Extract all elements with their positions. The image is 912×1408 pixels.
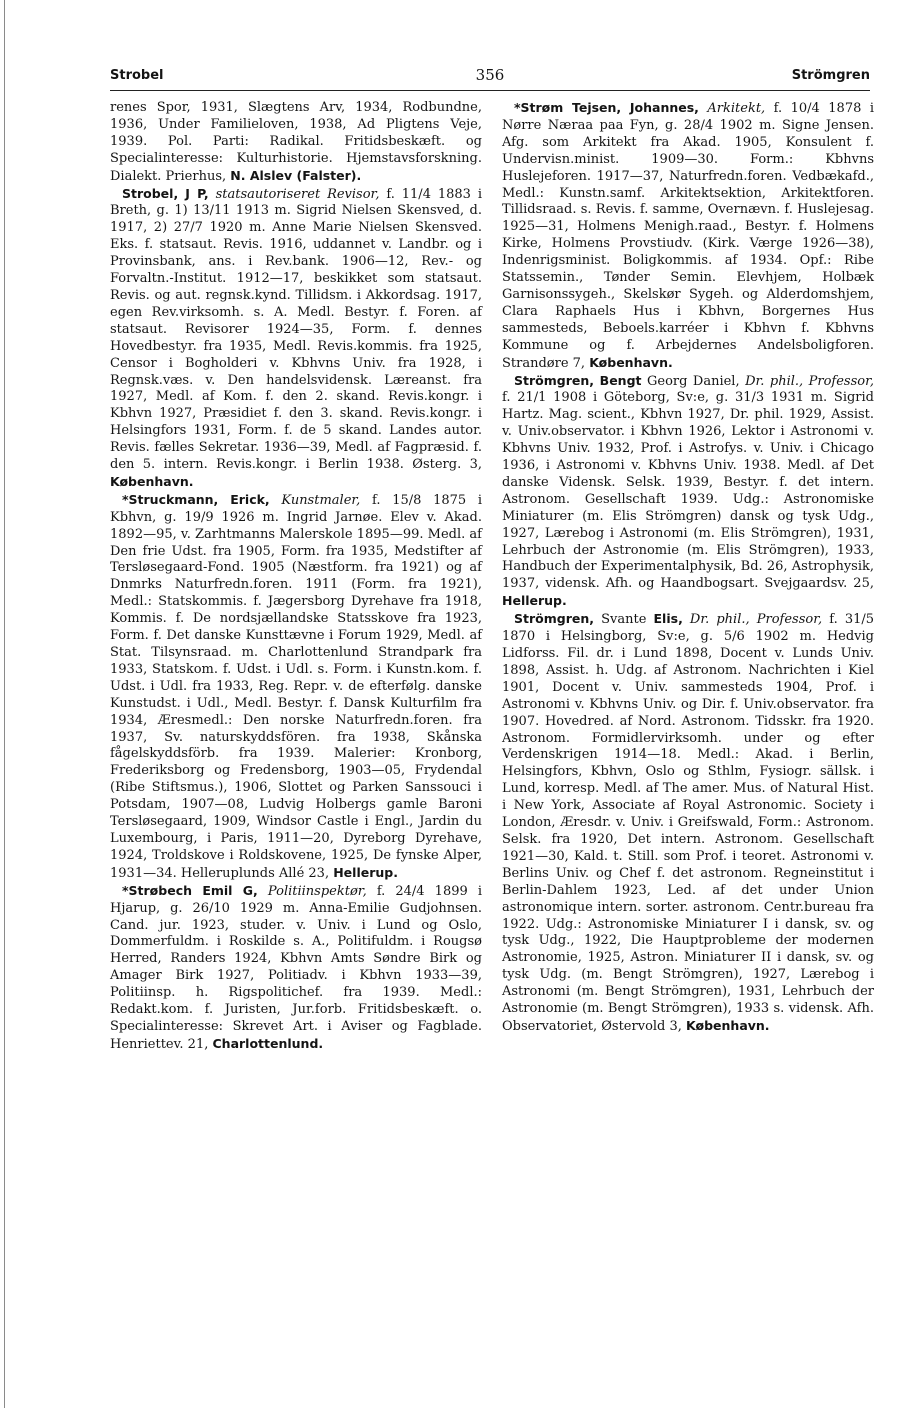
entry-continuation bbox=[110, 100, 482, 186]
entry-address: Charlottenlund. bbox=[212, 1035, 324, 1051]
entry-occupation: Politiinspektør, bbox=[267, 883, 367, 899]
header-right-word: Strömgren bbox=[791, 68, 870, 83]
entry-occupation: statsautoriseret Revisor, bbox=[215, 186, 380, 202]
entry-address: Hellerup. bbox=[333, 864, 398, 880]
entry-address: Hellerup. bbox=[502, 593, 567, 609]
entry-text: f. 11/4 1883 i Breth, g. 1) 13/11 1913 m. Sigrid Nielsen Skensved, d. 1917, 2) 27/7 1920 m. Anne Marie Nielsen Skensved. Eks. f. statsaut. Revis. 1916, uddannet v. Landbr. og i Provinsbank, ans. i Rev.bank. 1906—12, Rev.- og Forvaltn.-Institut. 1912—17, beskikket som statsaut. Revis. og aut. regnsk.kynd. Tillidsm. i Akkordsag. 1917, egen Rev.virksomh. s. A. Medl. Bestyr. f. Foren. af statsaut. Revisorer 1924—35, Form. f. dennes Hovedbestyr. fra 1935, Medl. Revis.kommis. fra 1925, Censor i Bogholderi v. Kbhvns Univ. fra 1928, i Regnsk.væs. v. Den handelsvidensk. Læreanst. fra 1927, Medl. af Kom. f. den 2. skand. Revis.kongr. i Kbhvn 1927, Præsidiet f. den 3. skand. Revis.kongr. i Helsingfors 1931, Form. f. de 5 skand. Landes autor. Revis. fælles Sekretar. 1936—39, Medl. af Fagpræsid. f. den 5. intern. Revis.kongr. i Berlin 1938. Østerg. 3, bbox=[110, 186, 482, 473]
entry-name: *Strøm Tejsen, Johannes, bbox=[514, 100, 699, 115]
entry-address: København. bbox=[110, 473, 194, 489]
entry-stromgren-bengt bbox=[502, 373, 874, 612]
entry-given-names: Georg Daniel, bbox=[646, 373, 740, 389]
left-column bbox=[110, 100, 482, 1054]
entry-strobel bbox=[110, 186, 482, 492]
entry-name: Strömgren, bbox=[514, 611, 594, 627]
entry-address: N. Alslev (Falster). bbox=[230, 167, 362, 183]
entry-name: *Struckmann, Erick, bbox=[122, 491, 270, 507]
entry-address: København. bbox=[686, 1017, 770, 1033]
right-column bbox=[502, 100, 874, 1036]
entry-text: f. 21/1 1908 i Göteborg, Sv:e, g. 31/3 1931 m. Sigrid Hartz. Mag. scient., Kbhvn 1927, Dr. phil. 1929, Assist. v. Univ.observator. i Kbhvn 1926, Lektor i Astronomi v. Kbhvns Univ. 1932, Prof. i Astrofys. v. Univ. i Chicago 1936, i Astronomi v. Kbhvns Univ. 1938. Medl. af Det danske Vidensk. Selsk. 1939, Bestyr. f. det intern. Astronom. Gesellschaft 1939. Udg.: Astronomiske Miniaturer (m. Elis Strömgren) dansk og tysk Udg., 1927, Lærebog i Astronomi (m. Elis Strömgren), 1931, Lehrbuch der Astronomie (m. Elis Strömgren), 1933, Handbuch der Experimentalphysik, Bd. 26, Astrophysik, 1937, vidensk. Afh. og Haandbogsart. Svejgaardsv. 25, bbox=[502, 390, 874, 592]
scan-edge-line bbox=[4, 0, 5, 1408]
running-head bbox=[110, 66, 870, 86]
entry-occupation: Dr. phil., Professor, bbox=[745, 373, 874, 389]
header-rule bbox=[110, 90, 870, 91]
entry-name: *Strøbech Emil G, bbox=[122, 882, 258, 898]
entry-strobech bbox=[110, 883, 482, 1054]
entry-text: f. 24/4 1899 i Hjarup, g. 26/10 1929 m. Anna-Emilie Gudjohnsen. Cand. jur. 1923, studer. v. Univ. i Lund og Oslo, Dommerfuldm. i Roskilde s. A., Politifuldm. i Rougsø Herred, Randers 1924, Kbhvn Amts Søndre Birk og Amager Birk 1927, Politiadv. i Kbhvn 1933—39, Politiinsp. h. Rigspolitichef. fra 1939. Medl.: Redakt.kom. f. Juristen, Jur.forb. Fritidsbeskæft. o. Specialinteresse: Skrevet Art. i Aviser og Fagblade. Henriettev. 21, bbox=[110, 883, 483, 1052]
entry-address: København. bbox=[589, 354, 673, 370]
page-number: 356 bbox=[475, 66, 505, 84]
entry-text: renes Spor, 1931, Slægtens Arv, 1934, Rodbundne, 1936, Under Familieloven, 1938, Ad Pligtens Veje, 1939. Pol. Parti: Radikal. Fritidsbeskæft. og Specialinteresse: Kulturhistorie. Hjemstavsforskning. Dialekt. Prierhus, bbox=[110, 100, 482, 184]
entry-text: f. 15/8 1875 i Kbhvn, g. 19/9 1926 m. Ingrid Jarnøe. Elev v. Akad. 1892—95, v. Zarhtmanns Malerskole 1895—99. Medl. af Den frie Udst. fra 1905, Form. fra 1935, Medstifter af Tersløsegaard-Fond. 1905 (Næstform. fra 1921) og af Dnmrks Naturfredn.foren. 1911 (Form. fra 1921), Medl.: Statskommis. f. Jægersborg Dyrehave fra 1918, Kommis. f. De nordsjællandske Statsskove fra 1923, Form. f. Det danske Kunsttævne i Forum 1929, Medl. af Stat. Tilsynsraad. m. Charlottenlund Strandpark fra 1933, Statskom. f. Udst. i Udl. s. Form. i Kunstn.kom. f. Udst. i Udl. fra 1933, Reg. Repr. v. de efterfølg. danske Kunstudst. i Udl., Medl. Bestyr. f. Dansk Kulturfilm fra 1934, Æresmedl.: Den norske Naturfredn.foren. fra 1937, Sv. naturskyddsfören. fra 1938, Skånska fågelskyddsförb. fra 1939. Malerier: Kronborg, Frederiksborg og Fredensborg, 1903—05, Frydendal (Ribe Stiftsmus.), 1906, Slottet og Parken Sanssouci i Potsdam, 1907—08, Ludvig Holbergs gamle Baroni Tersløsegaard, 1909, Windsor Castle i Engl., Jardin du Luxembourg, i Paris, 1911—20, Dyreborg Dyrehave, 1924, Troldskove i Roldskovene, 1925, De fynske Alper, 1931—34. Helleruplunds Allé 23, bbox=[110, 492, 483, 881]
header-left-word: Strobel bbox=[110, 68, 164, 83]
entry-name: Strömgren, Bengt bbox=[514, 372, 642, 388]
entry-occupation: Arkitekt, bbox=[707, 101, 766, 116]
entry-strom-tejsen bbox=[502, 100, 874, 373]
entry-name: Strobel, J P, bbox=[122, 185, 209, 201]
entry-call-name: Elis, bbox=[653, 611, 683, 627]
entry-struckmann bbox=[110, 492, 482, 883]
entry-text: f. 10/4 1878 i Nørre Næraa paa Fyn, g. 28/4 1902 m. Signe Jensen. Afg. som Arkitekt fra Akad. 1905, Konsulent f. Undervisn.minist. 1909—30. Form.: Kbhvns Huslejeforen. 1917—37, Naturfredn.foren. Vedbækafd., Medl.: Kunstn.samf. Arkitektsektion, Arkitektforen. Tillidsraad. s. Revis. f. samme, Overnævn. f. Huslejesag. 1925—31, Holmens Menigh.raad., Bestyr. f. Holmens Kirke, Holmens Provstiudv. (Kirk. Værge 1926—38), Indenrigsminist. Boligkommis. af 1934. Opf.: Ribe Statssemin., Tønder Semin. Elevhjem, Holbæk Garnisonssygeh., Skelskør Sygeh. og Alderdomshjem, Clara Raphaels Hus i Kbhvn, Borgernes Hus sammesteds, Beboels.karréer i Kbhvn f. Kbhvns Kommune og f. Arbejdernes Andelsboligforen. Strandøre 7, bbox=[502, 101, 875, 371]
entry-stromgren-elis bbox=[502, 611, 874, 1036]
entry-text: f. 31/5 1870 i Helsingborg, Sv:e, g. 5/6 1902 m. Hedvig Lidforss. Fil. dr. i Lund 1898, Docent v. Lunds Univ. 1898, Assist. h. Udg. af Astronom. Nachrichten i Kiel 1901, Docent v. Univ. sammesteds 1904, Prof. i Astronomi v. Kbhvns Univ. og Dir. f. Univ.observator. fra 1907. Hovedred. af Nord. Astronom. Tidsskr. fra 1920. Astronom. Formidlervirksomh. under og efter Verdenskrigen 1914—18. Medl.: Akad. i Berlin, Helsingfors, Kbhvn, Oslo og Sthlm, Fysiogr. sällsk. i Lund, korresp. Medl. af The amer. Mus. of Natural Hist. i New York, Associate af Royal Astronomic. Society i London, Æresdr. v. Univ. i Greifswald, Form.: Astronom. Selsk. fra 1920, Det intern. Astronom. Gesellschaft 1921—30, Kald. t. Still. som Prof. i teoret. Astronomi v. Berlins Univ. og Chef f. det astronom. Regneinstitut i Berlin-Dahlem 1923, Led. af det under Union astronomique intern. sorter. astronom. Centr.bureau fra 1922. Udg.: Astronomiske Miniaturer I i dansk, sv. og tysk Udg., 1922, Die Hauptprobleme der modernen Astronomie, 1925, Astron. Miniaturer II i dansk, sv. og tysk Udg. (m. Bengt Strömgren), 1927, Lærebog i Astronomi (m. Bengt Strömgren), 1931, Lehrbuch der Astronomie (m. Bengt Strömgren), 1933 s. vidensk. Afh. Observatoriet, Østervold 3, bbox=[502, 612, 875, 1034]
entry-occupation: Kunstmaler, bbox=[281, 492, 361, 508]
entry-given-names: Svante bbox=[601, 612, 647, 628]
entry-occupation: Dr. phil., Professor, bbox=[689, 612, 823, 628]
